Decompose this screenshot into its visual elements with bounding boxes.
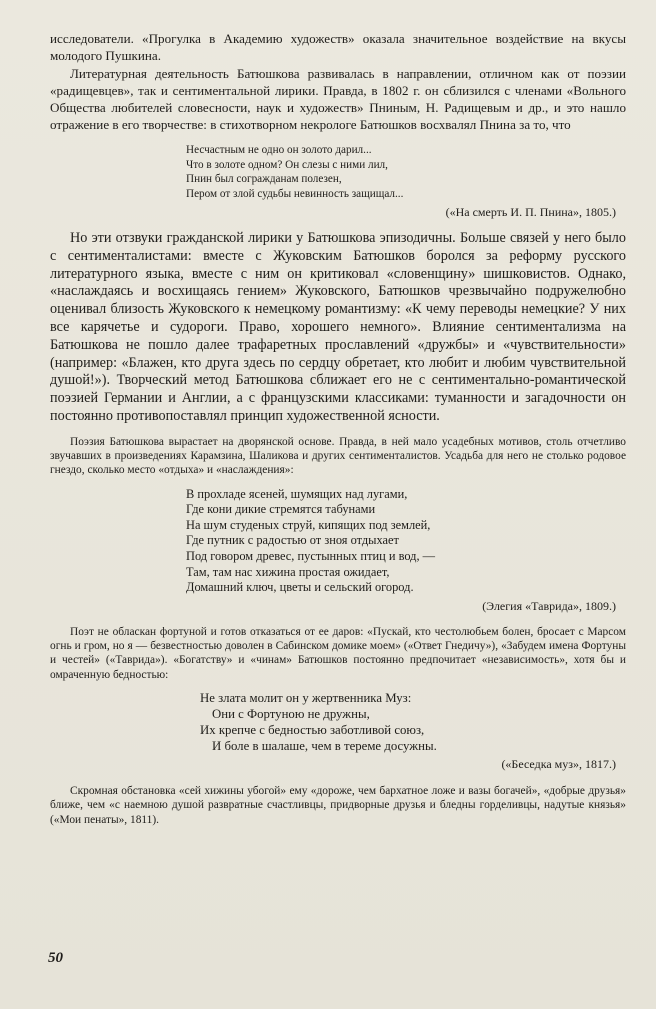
intro-paragraph-1: исследователи. «Прогулка в Академию художеств» оказала значительное воздействие на вкусы молодого Пушкина. — [50, 31, 626, 64]
poem-tavrida-source: (Элегия «Таврида», 1809.) — [482, 598, 616, 613]
poem-line: Их крепче с бедностью заботливой союз, — [200, 722, 425, 737]
poem-line: На шум студеных струй, кипящих под землей, — [186, 517, 431, 532]
small-paragraph-2: Поэт не обласкан фортуной и готов отказаться от ее даров: «Пускай, кто честолюбьем болен, бросает с Марсом огнь и гром, но я — безвестностью доволен в Сабинском домике моем» («Ответ Гнедичу»), «Забудем имена Фортуны и честей» («Таврида»). «Богатству» и «чинам» Батюшков постоянно предпочитает «независимость», хотя бы и омраченную бедностью: — [50, 625, 626, 681]
poem-line: Пером от злой судьбы невинность защищал... — [186, 188, 404, 201]
poem-line: Пнин был согражданам полезен, — [186, 173, 342, 186]
poem-line: Не злата молит он у жертвенника Муз: — [200, 690, 412, 705]
intro-section — [50, 30, 626, 134]
poem-line: Где путник с радостью от зноя отдыхает — [186, 533, 399, 548]
poem-line: Под говором древес, пустынных птиц и вод, — — [186, 549, 436, 563]
poem-line: Они с Фортуною не дружны, — [212, 706, 370, 721]
poem-line: Несчастным не одно он золото дарил... — [186, 143, 372, 156]
poem-besedka — [200, 690, 626, 754]
intro-paragraph-2: Литературная деятельность Батюшкова развивалась в направлении, отличном как от поэзии «радищевцев», так и сентиментальной лирики. Правда, в 1802 г. он сблизился с членами «Вольного Общества любителей словесности, наук и художеств» Пниным, Н. Радищевым и др., и это нашло отражение в его творчестве: в стихотворном некрологе Батюшков восхвалял Пнина за то, что — [50, 65, 626, 133]
poem-line: Где кони дикие стремятся табунами — [186, 502, 376, 517]
small-paragraph-1: Поэзия Батюшкова вырастает на дворянской основе. Правда, в ней мало усадебных мотивов, столь отчетливо звучавших в произведениях Карамзина, Шаликова и других сентименталистов. Усадьба для него не столько родовое гнездо, сколько место «отдыха» и «наслаждения»: — [50, 435, 626, 477]
poem-besedka-source: («Беседка муз», 1817.) — [501, 756, 616, 771]
small-paragraph-3: Скромная обстановка «сей хижины убогой» ему «дороже, чем бархатное ложе и вазы богачей», «добрые друзья» ближе, чем «с наемною душой развратные счастливцы, придворные друзья и бледны горделивцы, надутые князья» («Мои пенаты», 1811). — [50, 784, 626, 826]
poem-pnin — [186, 143, 626, 202]
small-section-3 — [50, 784, 626, 827]
poem-pnin-source: («На смерть И. П. Пнина», 1805.) — [445, 204, 616, 219]
poem-line: И боле в шалаше, чем в тереме досужны. — [212, 738, 437, 753]
poem-line: В прохладе ясеней, шумящих над лугами, — [186, 486, 408, 501]
poem-line: Там, там нас хижина простая ожидает, — [186, 564, 390, 579]
small-section-2 — [50, 625, 626, 682]
poem-line: Домашний ключ, цветы и сельский огород. — [186, 580, 414, 595]
poem-line: Что в золоте одном? Он слезы с ними лил, — [186, 158, 388, 171]
poem-tavrida — [186, 487, 626, 596]
small-section-1 — [50, 435, 626, 478]
main-section — [50, 230, 626, 426]
main-paragraph: Но эти отзвуки гражданской лирики у Батюшкова эпизодичны. Больше связей у него было с сентименталистами: вместе с Жуковским Батюшков боролся за реформу русского литературного языка, вместе с ним он критиковал «словенщину» шишковистов. Однако, «наслаждаясь и восхищаясь гением» Жуковского, Батюшков чрезвычайно подружелюбно оценивал близость Жуковского к немецкому романтизму: «К чему переводы немецкие? У них все карячетье и судороги. Право, хорошего немного». Влияние сентиментализма на Батюшкова не пошло далее трафаретных прославлений «дружбы» и «чувствительности» (например: «Блажен, кто друга здесь по сердцу обретает, кто любит и любим чувствительной душой!»). Творческий метод Батюшкова сближает его не с сентиментально-романтической поэзией Германии и Англии, а с французскими классиками: туманности и загадочности он постоянно противопоставлял принцип художественной ясности. — [50, 229, 626, 424]
page-number: 50 — [48, 950, 63, 966]
